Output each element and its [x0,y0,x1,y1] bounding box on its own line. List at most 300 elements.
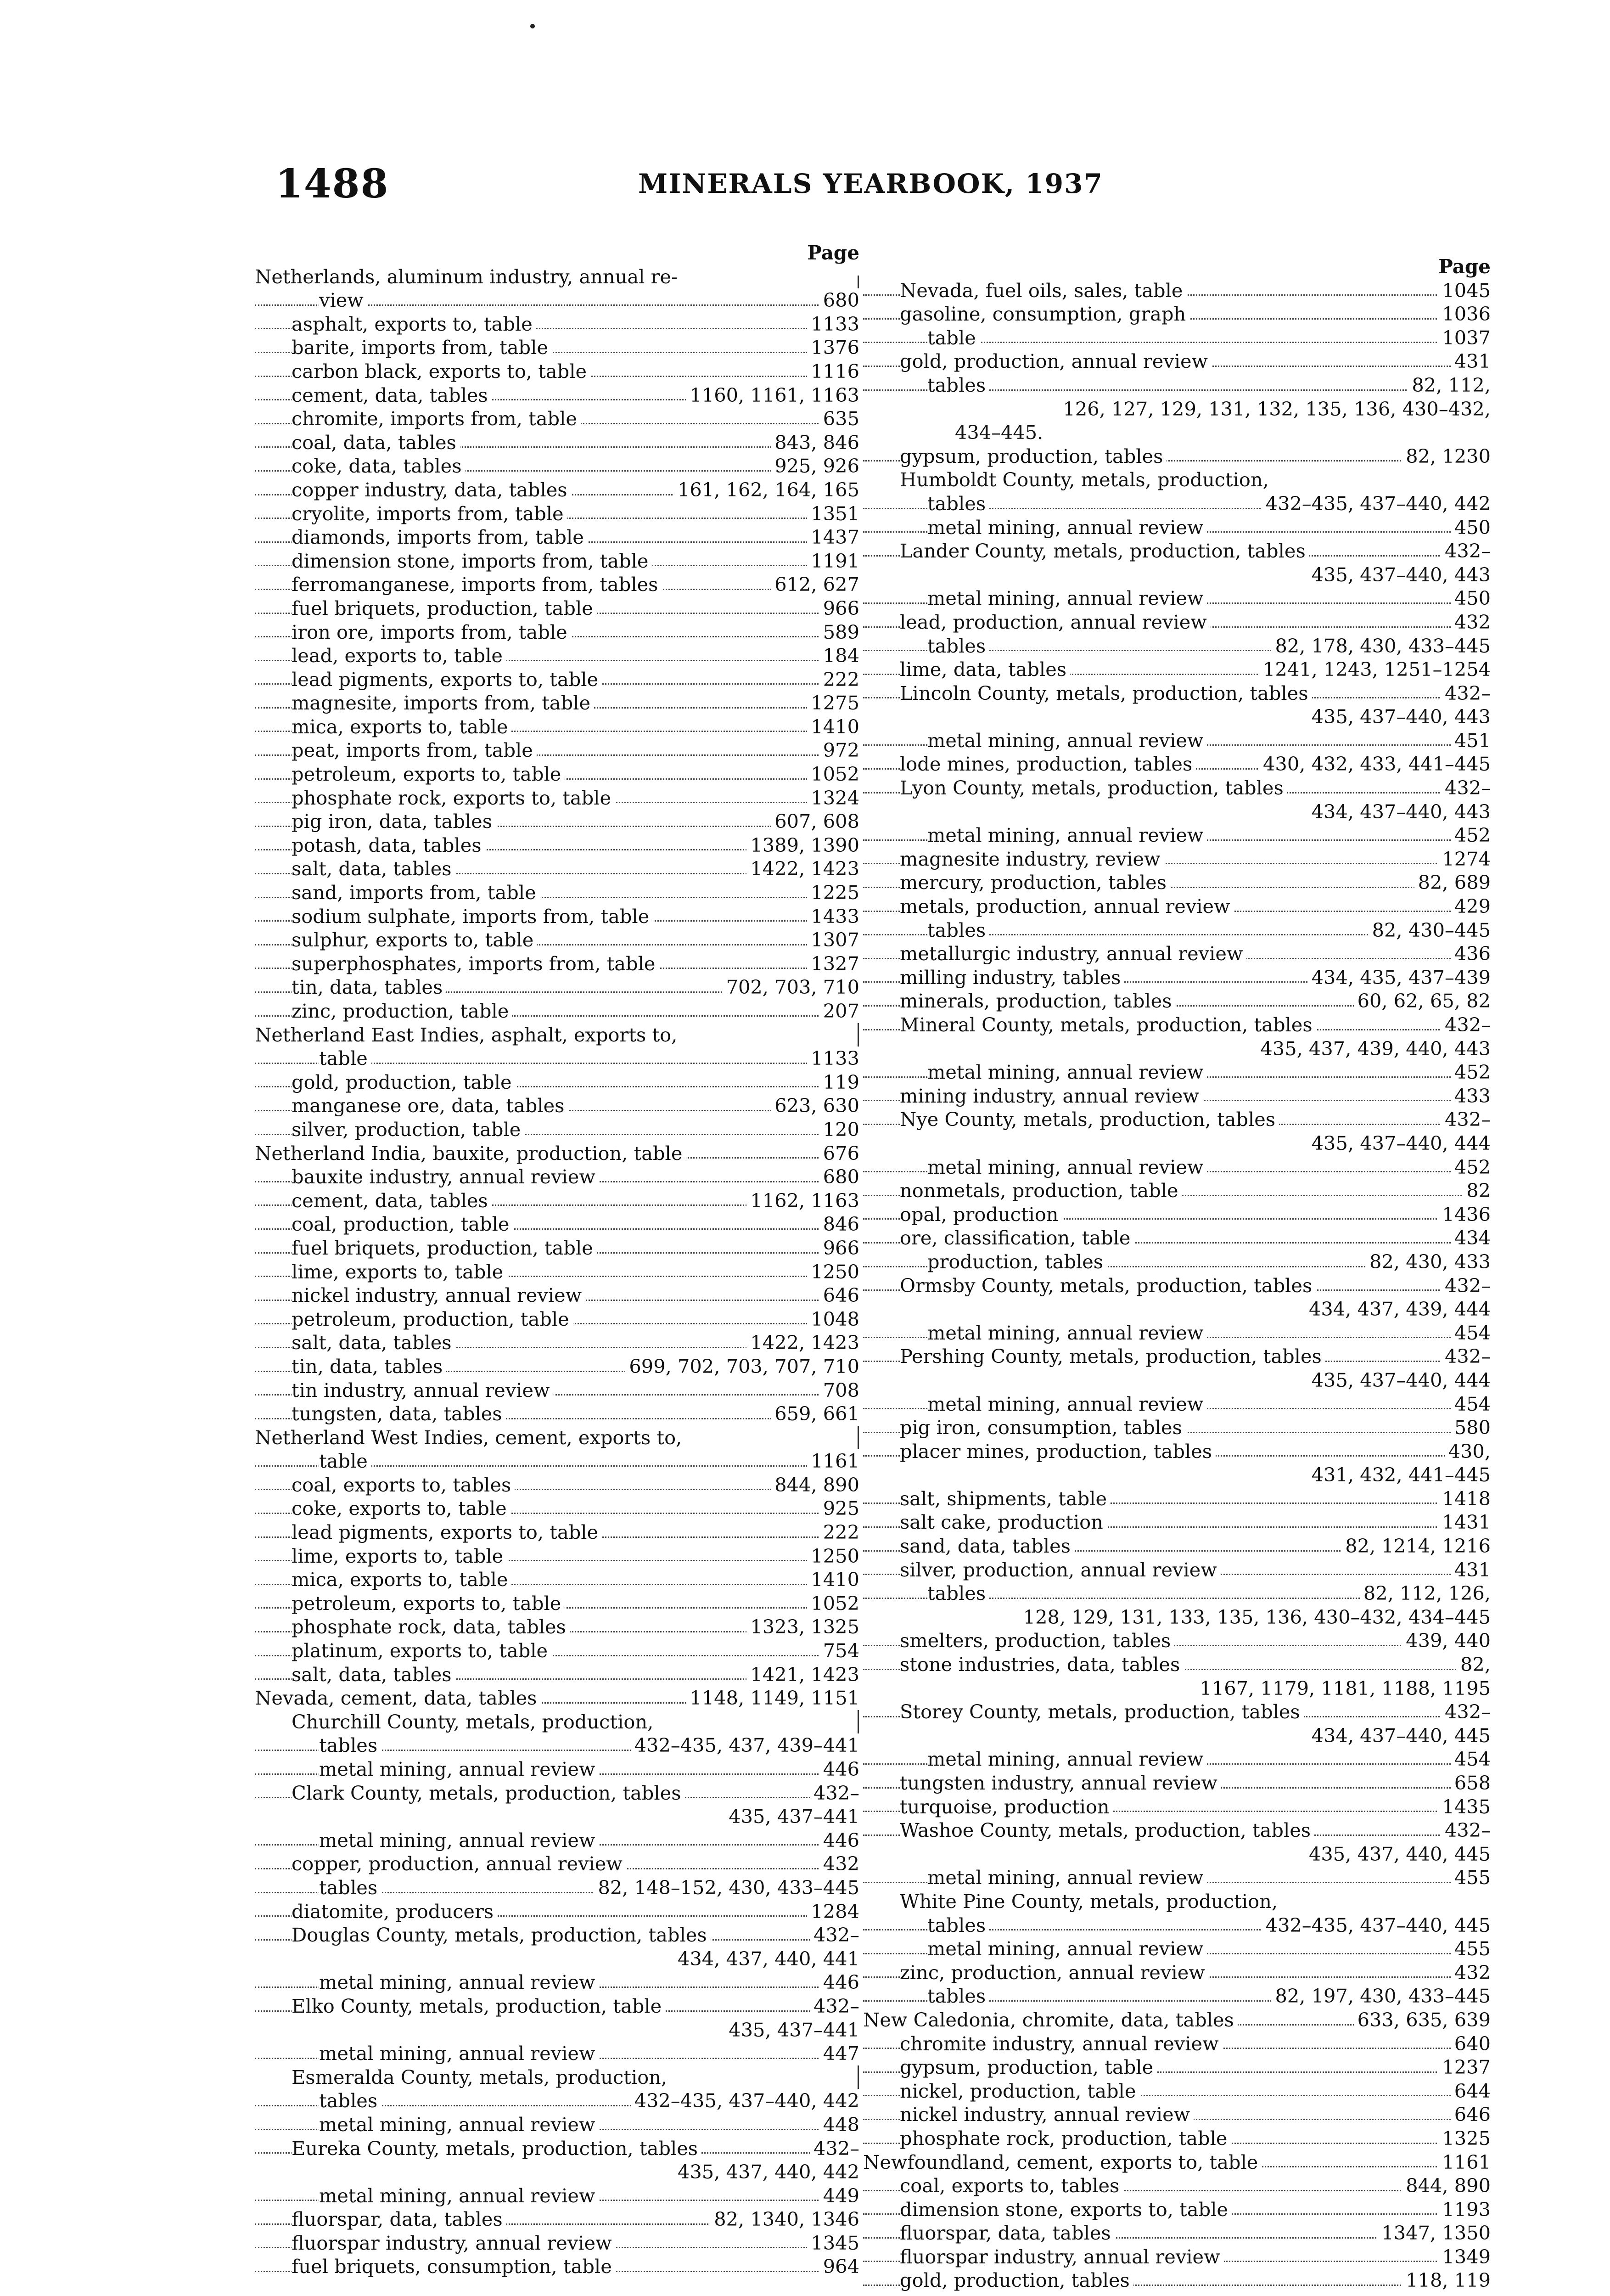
entry-pages: 646 [819,1283,863,1307]
entry-pages: 435, 437–440, 443 [1308,563,1494,587]
entry-text: asphalt, exports to, table [292,313,536,335]
index-entry [863,1534,1494,1558]
entry-pages: 580 [1451,1416,1494,1440]
index-entry [255,810,863,833]
entry-text: lead, exports to, table [292,644,506,667]
index-entry [863,847,1494,871]
entry-text: Lincoln County, metals, production, tables [900,682,1312,704]
entry-pages: 435, 437, 440, 442 [674,2160,863,2184]
entry-text: metal mining, annual review [927,729,1207,752]
entry-text: Churchill County, metals, production, [292,1711,657,1733]
entry-text: dimension stone, exports to, table [900,2198,1232,2221]
index-entry [863,681,1494,705]
index-entry [255,1757,863,1781]
entry-pages: 82, 112, 126, [1360,1581,1494,1605]
entry-text: fuel briquets, production, table [292,1237,597,1259]
entry-text: Nevada, fuel oils, sales, table [900,279,1186,302]
index-entry [255,1923,863,1947]
entry-text: Eureka County, metals, production, tables [292,2137,701,2160]
entry-text [900,1369,903,1391]
index-entry [255,620,863,644]
index-entry [863,1368,1494,1392]
index-entry [863,1250,1494,1274]
index-entry [255,1142,863,1165]
index-entry [255,1663,863,1687]
entry-text: sodium sulphate, imports from, table [292,905,653,928]
entry-pages: 964 [819,2255,863,2279]
index-entry [863,895,1494,918]
entry-text [900,1677,903,1699]
page-number: 1488 [275,161,389,207]
index-entry [863,2268,1494,2292]
entry-text: Humboldt County, metals, production, [900,468,1273,491]
index-entry [255,502,863,526]
index-entry [863,2079,1494,2103]
index-entry [863,1345,1494,1368]
index-entry [863,871,1494,895]
entry-text: platinum, exports to, table [292,1639,551,1662]
entry-pages: 1160, 1161, 1163 [686,383,863,407]
index-entry [863,989,1494,1013]
entry-text: iron ore, imports from, table [292,621,571,643]
index-entry [255,1426,863,1450]
entry-text: metal mining, annual review [319,2113,599,2136]
entry-text: coal, exports to, tables [292,1474,515,1496]
entry-text: nonmetals, production, table [900,1179,1182,1202]
index-entry [863,1155,1494,1179]
entry-pages: 680 [819,288,863,312]
index-entry [255,2137,863,2161]
entry-text: mercury, production, tables [900,871,1170,894]
entry-pages: 1284 [807,1900,863,1924]
entry-text: potash, data, tables [292,834,485,856]
entry-pages: 435, 437, 439, 440, 443 [1257,1037,1494,1061]
entry-pages: 699, 702, 703, 707, 710 [625,1355,863,1379]
entry-pages: 432– [810,1923,863,1947]
entry-text [900,1037,903,1060]
entry-pages: 846 [819,1212,863,1236]
entry-pages: 1275 [807,691,863,715]
entry-text: lead, production, annual review [900,611,1211,633]
entry-pages: 82, 1214, 1216 [1341,1534,1494,1558]
entry-pages: 435, 437–441 [725,2018,863,2042]
index-entry [255,857,863,881]
entry-pages: 82, 1230 [1402,445,1494,468]
index-entry [863,1060,1494,1084]
entry-text [900,800,903,823]
entry-text: copper industry, data, tables [292,478,571,501]
index-entry [255,668,863,692]
entry-text: tin, data, tables [292,976,446,998]
index-entry [255,2231,863,2255]
entry-text: table [319,1450,371,1472]
entry-text: lode mines, production, tables [900,753,1196,775]
entry-text: table [927,326,980,349]
entry-text: chromite industry, annual review [900,2032,1223,2055]
index-entry [255,928,863,952]
entry-pages: 432– [810,1994,863,2018]
index-entry [255,2255,863,2279]
entry-pages: 434, 435, 437–439 [1308,966,1494,990]
entry-text: pig iron, data, tables [292,810,496,833]
entry-pages: 702, 703, 710 [723,975,863,999]
entry-text: nickel industry, annual review [292,1284,585,1306]
entry-pages: 128, 129, 131, 133, 135, 136, 430–432, 434–445 [1020,1605,1494,1629]
entry-pages: 207 [819,999,863,1023]
entry-pages: 120 [819,1118,863,1142]
entry-pages: 844, 890 [1402,2174,1494,2198]
entry-pages: 1410 [807,715,863,739]
index-entry [255,691,863,715]
entry-text: petroleum, exports to, table [292,1592,565,1615]
entry-text: Lyon County, metals, production, tables [900,777,1287,799]
entry-text [900,1298,903,1320]
entry-pages: 1345 [807,2231,863,2255]
index-entry [255,383,863,407]
entry-text: Netherland West Indies, cement, exports to, [255,1426,685,1449]
entry-text [292,1805,295,1828]
index-entry [255,2089,863,2113]
entry-pages: 82, 197, 430, 433–445 [1271,1984,1494,2008]
entry-text: coke, data, tables [292,455,466,477]
entry-text [900,705,903,728]
entry-text [900,563,903,586]
entry-pages: 1274 [1438,847,1494,871]
index-entry [863,658,1494,681]
index-entry [255,999,863,1023]
index-entry [255,1094,863,1118]
entry-pages: 82, 1340, 1346 [710,2207,863,2231]
entry-text: fuel briquets, consumption, table [292,2255,616,2278]
entry-text: Pershing County, metals, production, tables [900,1345,1325,1367]
index-entry [255,431,863,455]
entry-pages: 434, 437, 440, 441 [674,1947,863,1971]
entry-text: petroleum, exports to, table [292,763,565,785]
entry-text: barite, imports from, table [292,336,552,359]
entry-text: mining industry, annual review [900,1085,1203,1107]
entry-text: Storey County, metals, production, tables [900,1700,1304,1723]
entry-text [900,1843,903,1865]
entry-text: Washoe County, metals, production, tables [900,1819,1314,1841]
index-entry [255,1520,863,1544]
entry-text [900,1724,903,1747]
index-entry [863,1890,1494,1913]
entry-text: pig iron, consumption, tables [900,1416,1186,1439]
entry-pages: 1161 [807,1449,863,1473]
entry-text: ferromanganese, imports from, tables [292,573,662,596]
index-entry [863,2127,1494,2150]
index-entry [863,1842,1494,1866]
entry-pages: 432– [1441,1108,1494,1131]
entry-pages: 1052 [807,1592,863,1615]
entry-pages: 432– [1441,681,1494,705]
index-entry [255,762,863,786]
index-entry [255,1070,863,1094]
entry-pages: 432– [1441,1274,1494,1298]
index-entry [863,2245,1494,2269]
index-entry [255,1710,863,1734]
index-entry [255,549,863,573]
entry-text: phosphate rock, production, table [900,2127,1231,2150]
entry-pages: 447 [819,2042,863,2065]
entry-pages: 1237 [1438,2055,1494,2079]
entry-pages: 450 [1451,586,1494,610]
entry-pages: 432– [810,2137,863,2161]
index-entry [255,644,863,668]
entry-pages: 432– [1441,539,1494,563]
index-entry [255,336,863,360]
index-entry [863,2055,1494,2079]
index-entry [255,360,863,383]
index-entry [255,1473,863,1497]
index-entry [255,2207,863,2231]
entry-pages: 119 [819,1070,863,1094]
entry-pages: 1435 [1438,1795,1494,1819]
index-entry [255,1900,863,1924]
entry-pages: 222 [819,1520,863,1544]
entry-pages: 435, 437–441 [725,1805,863,1829]
entry-pages: 433 [1451,1084,1494,1108]
index-entry [863,397,1494,421]
index-entry [255,2113,863,2137]
entry-text: tables [319,1876,381,1899]
entry-text: gold, production, tables [900,2269,1133,2291]
entry-text: nickel, production, table [900,2080,1139,2102]
entry-text: Clark County, metals, production, tables [292,1782,685,1804]
index-entry [255,738,863,762]
entry-text: table [319,1047,371,1069]
entry-pages: 607, 608 [771,810,863,833]
entry-pages: 708 [819,1379,863,1402]
entry-pages: 452 [1451,1155,1494,1179]
entry-text: sand, data, tables [900,1535,1074,1557]
entry-text: Newfoundland, cement, exports to, table [863,2151,1262,2173]
entry-pages: 1351 [807,502,863,526]
index-entry [863,2103,1494,2127]
speck-mark [530,24,535,28]
entry-text: zinc, production, annual review [900,1961,1209,1984]
entry-pages: 680 [819,1165,863,1189]
entry-text: metal mining, annual review [319,2042,599,2065]
index-entry [255,786,863,810]
entry-text: gypsum, production, tables [900,445,1167,467]
entry-pages: 1191 [807,549,863,573]
entry-text [292,2161,295,2183]
entry-text: metal mining, annual review [927,1322,1207,1344]
entry-pages: 966 [819,597,863,620]
entry-pages: 432 [819,1852,863,1876]
index-entry [255,1260,863,1284]
entry-pages: 1036 [1438,302,1494,326]
index-entry [255,975,863,999]
index-entry [863,539,1494,563]
entry-text: turquoise, production [900,1795,1113,1818]
entry-pages: 435, 437–440, 444 [1308,1131,1494,1155]
entry-pages: 1347, 1350 [1378,2221,1494,2245]
entry-pages: 432–435, 437, 439–441 [631,1733,863,1757]
entry-pages: 432– [1441,1013,1494,1037]
entry-text: 434–445. [955,421,1047,444]
entry-pages: 82, 112, [1408,373,1494,397]
entry-text: lime, exports to, table [292,1261,507,1283]
entry-pages: 435, 437, 440, 445 [1305,1842,1494,1866]
index-entry [255,1592,863,1615]
entry-text: metal mining, annual review [319,2184,599,2207]
index-entry [863,1558,1494,1582]
index-entry [255,1331,863,1355]
entry-text: stone industries, data, tables [900,1653,1184,1676]
entry-text: Netherlands, aluminum industry, annual re- [255,265,681,288]
index-entry [863,516,1494,540]
entry-pages: 434 [1451,1226,1494,1250]
index-entry [255,454,863,478]
entry-text: magnesite, imports from, table [292,692,594,714]
index-entry [255,1947,863,1971]
index-entry [255,1023,863,1047]
index-entry [863,1913,1494,1937]
entry-text: superphosphates, imports from, table [292,952,659,975]
entry-text: production, tables [927,1250,1107,1273]
entry-text: metallurgic industry, annual review [900,942,1246,965]
entry-text: gypsum, production, table [900,2056,1157,2078]
entry-text: metal mining, annual review [927,1866,1207,1889]
entry-text [927,398,931,420]
entry-pages: 430, 432, 433, 441–445 [1259,752,1494,776]
entry-text: Lander County, metals, production, tables [900,540,1309,562]
index-entry [863,279,1494,303]
entry-pages: 454 [1451,1392,1494,1416]
entry-pages: 432 [1451,1961,1494,1985]
entry-pages: 1436 [1438,1203,1494,1227]
entry-text: metal mining, annual review [927,1748,1207,1770]
entry-text: fluorspar industry, annual review [900,2245,1224,2268]
entry-text: metal mining, annual review [927,1156,1207,1178]
entry-text: metal mining, annual review [927,1061,1207,1083]
entry-pages: 1193 [1438,2198,1494,2222]
entry-pages: 1162, 1163 [746,1189,863,1213]
index-entry [863,1179,1494,1203]
entry-pages: 452 [1451,823,1494,847]
entry-text: tables [927,492,989,515]
entry-pages: 925 [819,1497,863,1520]
index-entry [863,1203,1494,1227]
index-entry [255,833,863,857]
entry-pages: 844, 890 [771,1473,863,1497]
index-entry [863,492,1494,516]
index-entry [255,1449,863,1473]
entry-text: tables [927,919,989,941]
index-entry [863,1440,1494,1463]
index-entry [255,1639,863,1663]
entry-text: placer mines, production, tables [900,1440,1216,1463]
entry-text: silver, production, table [292,1118,524,1141]
index-entry [863,1677,1494,1700]
entry-pages: 1307 [807,928,863,952]
entry-pages: 1433 [807,905,863,929]
index-entry [863,1037,1494,1061]
entry-pages: 589 [819,620,863,644]
entry-text: tin industry, annual review [292,1379,554,1401]
index-entry [863,1226,1494,1250]
entry-pages: 432– [1441,776,1494,800]
entry-pages: 1133 [807,312,863,336]
entry-text: carbon black, exports to, table [292,360,590,383]
index-entry [863,445,1494,468]
entry-text [927,1606,931,1628]
entry-pages: 1431 [1438,1510,1494,1534]
index-entry [255,1686,863,1710]
index-entry [255,2018,863,2042]
entry-pages: 1241, 1243, 1251–1254 [1259,658,1494,681]
entry-text: salt, data, tables [292,1663,455,1686]
entry-pages: 431 [1451,1558,1494,1582]
entry-pages: 1422, 1423 [746,857,863,881]
index-entry [255,1497,863,1520]
entry-pages: 633, 635, 639 [1354,2008,1494,2032]
index-entry [255,715,863,739]
entry-pages: 646 [1451,2103,1494,2127]
entry-pages: 1161 [1438,2150,1494,2174]
index-entry [863,705,1494,729]
entry-text: tables [927,1914,989,1936]
entry-text: tungsten, data, tables [292,1402,506,1425]
index-entry [863,563,1494,587]
index-entry [863,918,1494,942]
entry-pages: 1418 [1438,1487,1494,1511]
index-entry [863,1510,1494,1534]
index-entry [255,881,863,905]
index-entry [255,1544,863,1568]
entry-pages: 644 [1451,2079,1494,2103]
entry-pages: 432–435, 437–440, 442 [1262,492,1494,516]
entry-pages: 1324 [807,786,863,810]
entry-pages: 434, 437–440, 445 [1308,1724,1494,1748]
entry-pages: 454 [1451,1321,1494,1345]
index-entry [863,1487,1494,1511]
index-entry [863,1795,1494,1819]
entry-pages: 429 [1451,895,1494,918]
entry-pages: 843, 846 [771,431,863,455]
index-column-left [255,241,863,2279]
entry-pages: 446 [819,1757,863,1781]
index-entry [255,1189,863,1213]
index-entry [255,1568,863,1592]
entry-pages: 432– [1441,1345,1494,1368]
entry-text: salt, data, tables [292,857,455,880]
index-entry [255,1994,863,2018]
entry-pages: 635 [819,407,863,431]
index-entry [863,1724,1494,1748]
entry-text: diatomite, producers [292,1900,497,1923]
entry-text: sand, imports from, table [292,881,540,904]
entry-pages: 430, [1445,1440,1494,1463]
index-entry [255,1379,863,1402]
index-entry [863,1274,1494,1298]
entry-pages: 1410 [807,1568,863,1592]
index-column-right [863,255,1494,2292]
entry-text: metal mining, annual review [319,1971,599,1993]
index-entry [863,1392,1494,1416]
entry-pages: 1389, 1390 [746,833,863,857]
entry-text: lead pigments, exports to, table [292,668,602,691]
entry-pages: 455 [1451,1866,1494,1890]
index-entry [863,1605,1494,1629]
entry-text: tin, data, tables [292,1355,446,1378]
index-entry [863,2008,1494,2032]
entry-pages: 82, 430–445 [1369,918,1494,942]
entry-pages: 82, 430, 433 [1366,1250,1494,1274]
entry-text: Nevada, cement, data, tables [255,1687,540,1709]
